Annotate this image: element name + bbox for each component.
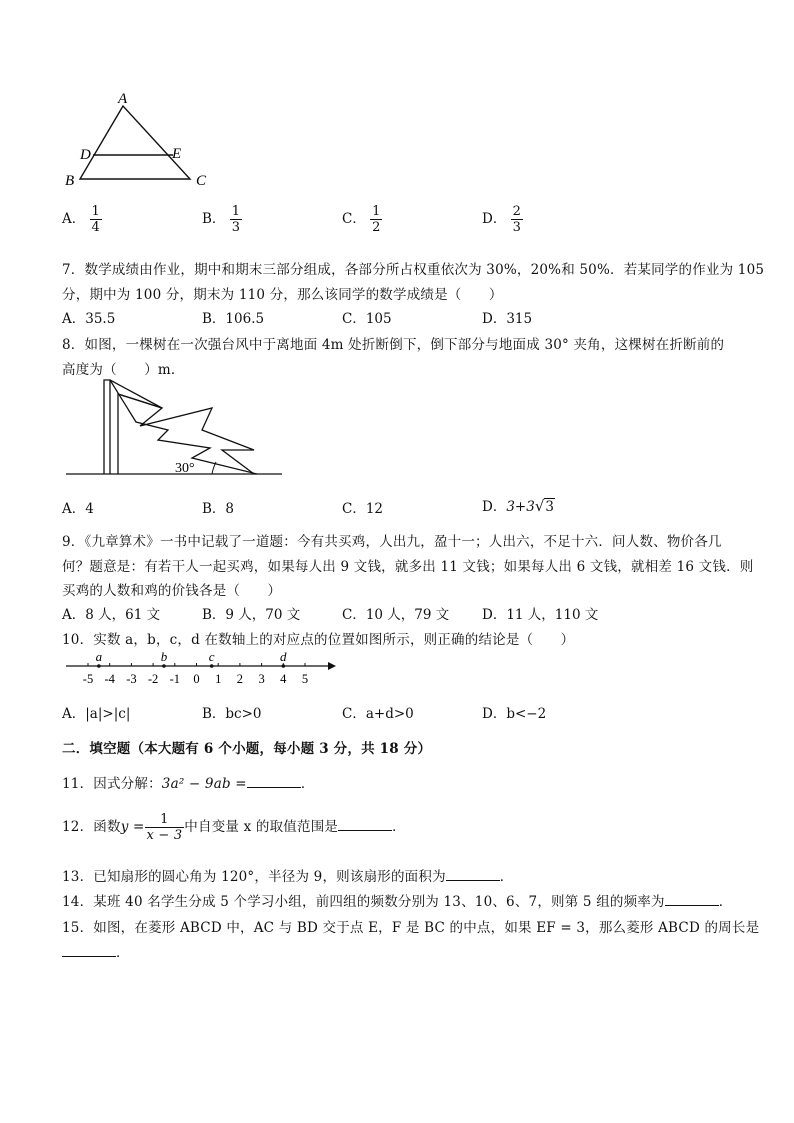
q10-line1: 10．实数 a，b，c，d 在数轴上的对应点的位置如图所示，则正确的结论是（ ） — [62, 632, 575, 648]
point-d — [282, 664, 286, 668]
angle-label: 30° — [175, 461, 195, 476]
q15-line2: ． — [62, 941, 130, 961]
tree-trunk — [104, 380, 110, 474]
q8-option-b[interactable]: B．8 — [202, 501, 235, 517]
sqrt-radicand: 3 — [545, 499, 554, 515]
q7-option-a[interactable]: A．35.5 — [62, 311, 116, 327]
q10-option-c[interactable]: C．a+d>0 — [342, 706, 414, 722]
q9-line1: 9．《九章算术》一书中记载了一道题：今有共买鸡，人出九，盈十一；人出六，不足十六．问人数、物价各几 — [62, 534, 722, 550]
label-d: D — [80, 147, 91, 163]
section2-title: 二．填空题（本大题有 6 个小题，每小题 3 分，共 18 分） — [62, 741, 432, 757]
q12-fraction: $\frac{1}{x - 3}$ — [146, 812, 183, 843]
q6-option-d[interactable]: D． $\frac{2}{3}$ — [482, 204, 521, 235]
q14-line: 14．某班 40 名学生分成 5 个学习小组，前四组的频数分别为 13、10、6、7，则第 5 组的频率为 ． — [62, 894, 733, 910]
q9-option-d[interactable]: D．11 人，110 文 — [482, 607, 599, 623]
q13-line: 13．已知扇形的圆心角为 120°，半径为 9，则该扇形的面积为 ． — [62, 869, 514, 885]
axis-tick-label: 4 — [280, 672, 287, 686]
q6-option-a[interactable]: A． $\frac{1}{4}$ — [62, 204, 100, 235]
q12-line: 12．函数y = $\frac{1}{x - 3}$ 中自变量 x 的取值范围是 ． — [62, 812, 406, 843]
q13-blank[interactable] — [446, 879, 500, 881]
fraction: $\frac{1}{3}$ — [231, 204, 240, 235]
q10-option-d[interactable]: D．b<−2 — [482, 706, 547, 722]
q8-line1: 8．如图，一棵树在一次强台风中于离地面 4m 处折断倒下，倒下部分与地面成 30° 夹角，这棵树在折断前的 — [62, 337, 725, 353]
point-label-b: b — [160, 650, 168, 664]
q7-option-d[interactable]: D．315 — [482, 311, 533, 327]
q12-blank[interactable] — [338, 829, 392, 831]
q7-line1: 7．数学成绩由作业，期中和期末三部分组成，各部分所占权重依次为 30%，20%和 50%．若某同学的作业为 105 — [62, 262, 765, 278]
q11-blank[interactable] — [247, 786, 301, 788]
point-a — [97, 664, 101, 668]
label-e: E — [172, 146, 182, 162]
q9-option-a[interactable]: A．8 人，61 文 — [62, 607, 161, 623]
q9-line3: 买鸡的人数和鸡的价钱各是（ ） — [62, 583, 282, 599]
q7-option-c[interactable]: C．105 — [342, 311, 392, 327]
q8-option-a[interactable]: A．4 — [62, 501, 94, 517]
q6-option-b[interactable]: B． $\frac{1}{3}$ — [202, 204, 240, 235]
q11-expr: 3a² − 9ab = — [161, 776, 247, 792]
q15-blank[interactable] — [62, 955, 116, 957]
q9-option-c[interactable]: C．10 人，79 文 — [342, 607, 450, 623]
point-label-a: a — [95, 650, 103, 664]
q11-line: 11．因式分解：3a² − 9ab = ． — [62, 776, 315, 792]
axis-tick-label: -4 — [104, 672, 115, 686]
axis-tick-label: 5 — [301, 672, 309, 686]
q10-option-b[interactable]: B．bc>0 — [202, 706, 262, 722]
triangle-abc — [80, 106, 190, 179]
q15-line1: 15．如图，在菱形 ABCD 中，AC 与 BD 交于点 E，F 是 BC 的中点，如果 EF = 3，那么菱形 ABCD 的周长是 — [62, 920, 760, 936]
q10-option-a[interactable]: A．|a|>|c| — [62, 706, 131, 722]
axis-tick-label: -5 — [82, 672, 94, 686]
q8-option-d[interactable]: D．3+3√3 — [482, 497, 554, 515]
label-a: A — [118, 91, 128, 107]
label-c: C — [196, 173, 207, 188]
fraction: $\frac{1}{4}$ — [91, 204, 100, 235]
point-b — [162, 664, 166, 668]
label-b: B — [65, 173, 75, 188]
q8-option-c[interactable]: C．12 — [342, 501, 384, 517]
broken-tree-figure — [62, 378, 287, 480]
fraction: $\frac{2}{3}$ — [512, 204, 521, 235]
axis-tick-label: 1 — [215, 672, 222, 686]
expr: 3+3 — [506, 499, 535, 515]
number-line-figure — [62, 650, 342, 688]
point-label-d: d — [280, 650, 287, 664]
axis-arrow — [328, 662, 336, 670]
triangle-figure — [60, 88, 220, 188]
q9-option-b[interactable]: B．9 人，70 文 — [202, 607, 301, 623]
q14-blank[interactable] — [665, 904, 719, 906]
point-label-c: c — [208, 650, 215, 664]
q9-line2: 何？题意是：有若干人一起买鸡，如果每人出 9 文钱，就多出 11 文钱；如果每人出 6 文钱，就相差 16 文钱．则 — [62, 559, 754, 575]
q7-option-b[interactable]: B．106.5 — [202, 311, 265, 327]
q6-option-c[interactable]: C． $\frac{1}{2}$ — [342, 204, 381, 235]
axis-tick-label: 0 — [193, 672, 200, 686]
q7-line2: 分，期中为 100 分，期末为 110 分，那么该同学的数学成绩是（ ） — [62, 287, 503, 303]
fraction: $\frac{1}{2}$ — [372, 204, 381, 235]
point-c — [210, 664, 214, 668]
axis-tick-label: -1 — [169, 672, 181, 686]
axis-tick-label: -3 — [126, 672, 137, 686]
axis-tick-label: -2 — [147, 672, 159, 686]
sqrt-symbol: √ — [534, 497, 545, 515]
axis-tick-label: 2 — [236, 672, 244, 686]
axis-tick-label: 3 — [258, 672, 265, 686]
q8-line2: 高度为（ ）m． — [62, 362, 185, 378]
